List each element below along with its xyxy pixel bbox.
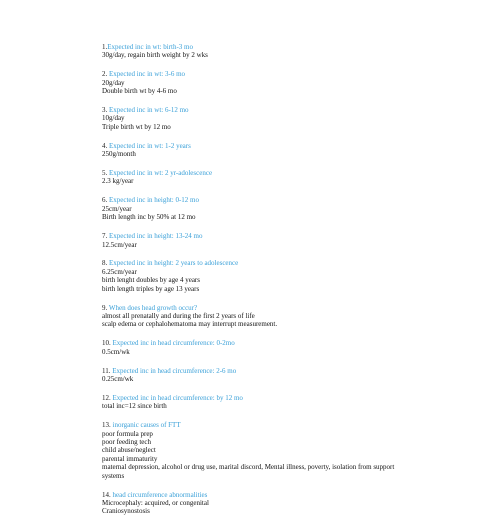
question-number: 14.	[102, 490, 111, 499]
qa-item	[102, 304, 402, 329]
question-number: 4.	[102, 141, 108, 150]
question-text: Expected inc in wt: 6-12 mo	[109, 106, 189, 115]
qa-item	[102, 394, 402, 411]
answer: almost all prenatally and during the first 2 years of life scalp edema or cephalohematoma may interrupt measurement.	[102, 311, 278, 329]
question-number: 9.	[102, 303, 108, 312]
question-number: 13.	[102, 421, 111, 430]
qa-item	[102, 142, 402, 159]
question	[102, 259, 402, 267]
question-text: Expected inc in head circumference: 2-6 mo	[112, 366, 237, 375]
question-number: 3.	[102, 106, 108, 115]
question-text: Expected inc in wt: birth-3 mo	[107, 43, 193, 51]
question-text: Expected inc in wt: 3-6 mo	[109, 70, 186, 79]
flashcard-list	[102, 43, 402, 526]
question-text: head circumference abnormalities	[112, 490, 208, 499]
qa-item	[102, 367, 402, 384]
question-number: 11.	[102, 366, 111, 375]
answer: Microcephaly: acquired, or congenital Craniosynostosis	[102, 498, 209, 516]
qa-item	[102, 43, 402, 60]
qa-item	[102, 106, 402, 131]
question	[102, 169, 402, 177]
question-text: inorganic causes of FTT	[112, 421, 181, 430]
question-text: Expected inc in head circumference: 0-2mo	[112, 339, 235, 348]
question-number: 12.	[102, 393, 111, 402]
question-number: 10.	[102, 339, 111, 348]
answer: 25cm/year Birth length inc by 50% at 12 mo	[102, 204, 196, 222]
question	[102, 394, 402, 402]
question	[102, 142, 402, 150]
question-text: When does head growth occur?	[108, 303, 198, 312]
question	[102, 304, 402, 312]
qa-item	[102, 421, 402, 480]
answer: 0.5cm/wk	[102, 347, 130, 356]
answer: 6.25cm/year birth lenght doubles by age 4 years birth length triples by age 13 years	[102, 267, 200, 293]
qa-item	[102, 339, 402, 356]
question	[102, 232, 402, 240]
question	[102, 70, 402, 78]
answer: 10g/day Triple birth wt by 12 mo	[102, 114, 171, 131]
question	[102, 421, 402, 429]
question-number: 7.	[102, 232, 108, 241]
qa-item	[102, 259, 402, 293]
question-text: Expected inc in height: 13-24 mo	[109, 232, 203, 241]
question-text: Expected inc in head circumference: by 12 mo	[112, 393, 243, 402]
question-number: 1.	[102, 43, 108, 51]
answer: 0.25cm/wk	[102, 374, 134, 383]
question-number: 5.	[102, 169, 108, 178]
question-text: Expected inc in wt: 1-2 years	[109, 141, 191, 150]
question	[102, 367, 402, 375]
qa-item	[102, 169, 402, 186]
question-text: Expected inc in height: 2 years to adolescence	[109, 259, 239, 268]
question	[102, 339, 402, 347]
qa-item	[102, 491, 402, 516]
question	[102, 491, 402, 499]
question-number: 2.	[102, 70, 108, 79]
answer: 2.3 kg/year	[102, 177, 134, 186]
answer: 12.5cm/year	[102, 240, 137, 249]
qa-item	[102, 70, 402, 95]
question-number: 6.	[102, 196, 108, 205]
question-text: Expected inc in wt: 2 yr-adolescence	[109, 169, 213, 178]
question	[102, 43, 402, 51]
question-number: 8.	[102, 259, 108, 268]
answer: poor formula prep poor feeding tech child abuse/neglect parental immaturity maternal depression, alcohol or drug use, marital discord, Mental illness, poverty, isolation from support systems	[102, 429, 395, 480]
qa-item	[102, 196, 402, 221]
question	[102, 106, 402, 114]
answer: 30g/day, regain birth weight by 2 wks	[102, 51, 208, 60]
question-text: Expected inc in height: 0-12 mo	[109, 196, 200, 205]
answer: 250g/month	[102, 150, 136, 159]
qa-item	[102, 232, 402, 249]
question	[102, 196, 402, 204]
answer: total inc=12 since birth	[102, 402, 167, 411]
answer: 20g/day Double birth wt by 4-6 mo	[102, 78, 177, 96]
